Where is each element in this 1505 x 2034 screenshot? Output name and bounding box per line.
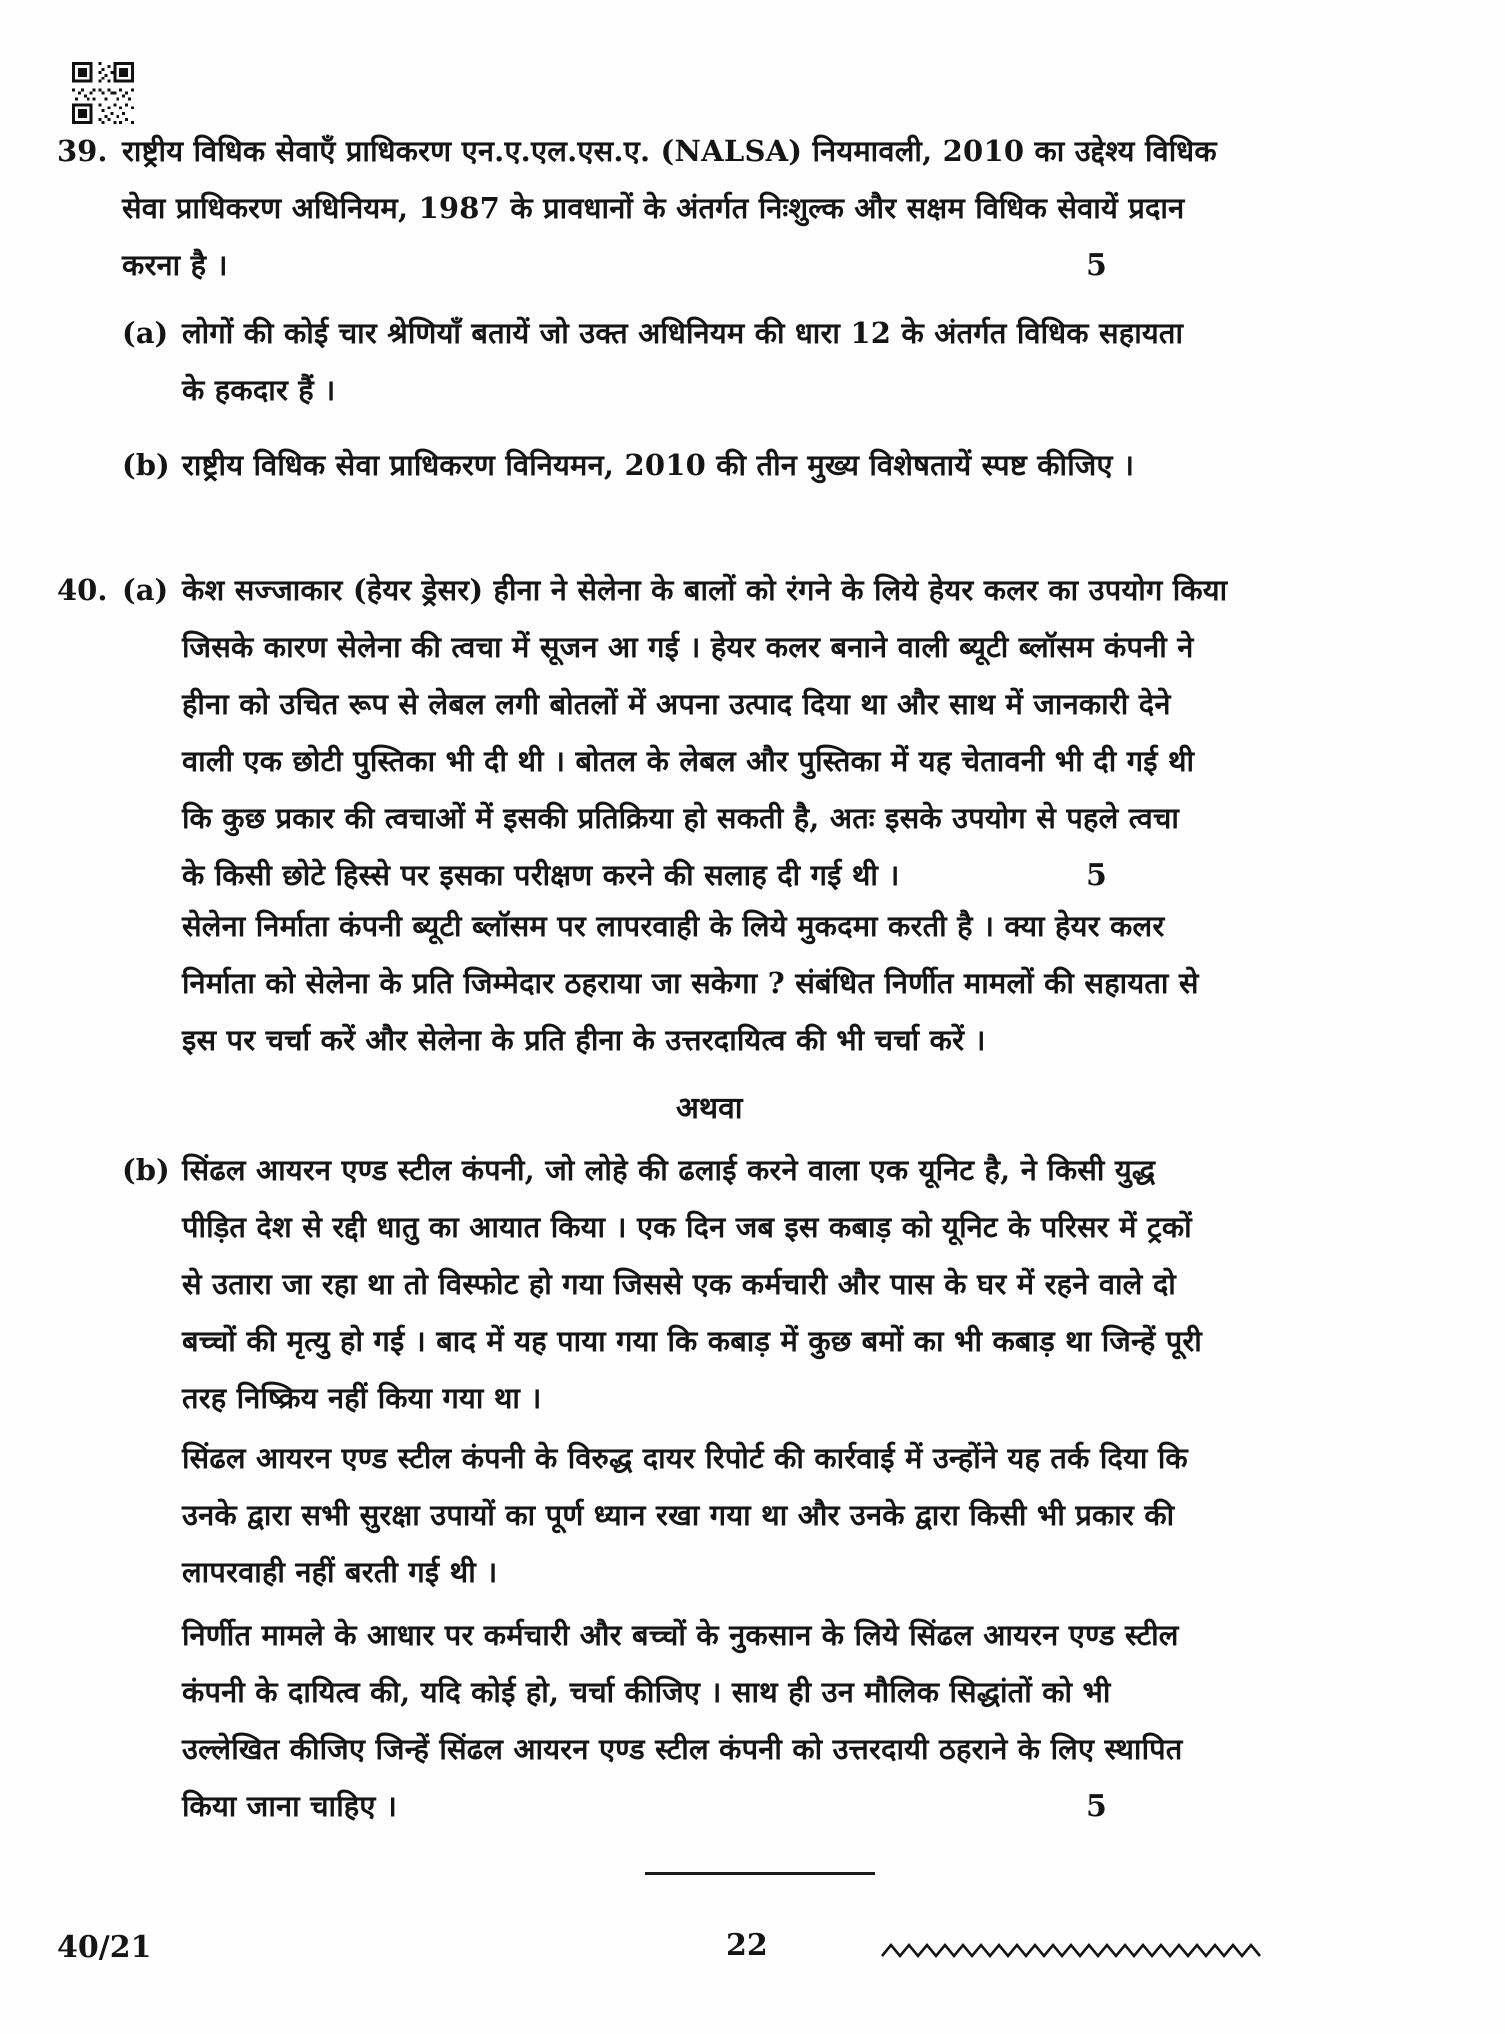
text-line: के हकदार हैं । [182, 373, 336, 407]
text-line: तरह निष्क्रिय नहीं किया गया था । [182, 1381, 542, 1415]
end-of-paper-rule [645, 1872, 875, 1875]
paper-code: 40/21 [57, 1930, 152, 1965]
question-40b-paragraph-2 [182, 1430, 1188, 1601]
text-line: लोगों की कोई चार श्रेणियाँ बतायें जो उक्त अधिनियम की धारा 12 के अंतर्गत विधिक सहायता [182, 316, 1184, 350]
text-line: सिंढल आयरन एण्ड स्टील कंपनी, जो लोहे की ढलाई करने वाला एक यूनिट है, ने किसी युद्ध [182, 1153, 1156, 1187]
text-line: सेवा प्राधिकरण अधिनियम, 1987 के प्रावधानों के अंतर्गत निःशुल्क और सक्षम विधिक सेवायें प्रदान [122, 191, 1185, 225]
text-line: सिंढल आयरन एण्ड स्टील कंपनी के विरुद्ध दायर रिपोर्ट की कार्रवाई में उन्होंने यह तर्क दिया कि [182, 1441, 1188, 1475]
question-40a-paragraph-1 [182, 562, 1228, 904]
page-number: 22 [726, 1928, 768, 1963]
text-line: निर्माता को सेलेना के प्रति जिम्मेदार ठहराया जा सकेगा ? संबंधित निर्णीत मामलों की सहायता से [182, 966, 1199, 1000]
text-line: सेलेना निर्माता कंपनी ब्यूटी ब्लॉसम पर लापरवाही के लिये मुकदमा करती है । क्या हेयर कलर [182, 909, 1165, 943]
text-line: पीड़ित देश से रद्दी धातु का आयात किया । एक दिन जब इस कबाड़ को यूनिट के परिसर में ट्रकों [182, 1210, 1192, 1244]
question-40a-paragraph-2 [182, 898, 1199, 1069]
text-line: से उतारा जा रहा था तो विस्फोट हो गया जिससे एक कर्मचारी और पास के घर में रहने वाले दो [182, 1267, 1176, 1301]
question-40b-paragraph-3 [182, 1607, 1183, 1835]
text-line: करना है । [122, 248, 228, 282]
text-line: के किसी छोटे हिस्से पर इसका परीक्षण करने की सलाह दी गई थी । [182, 858, 900, 892]
text-line: उनके द्वारा सभी सुरक्षा उपायों का पूर्ण ध्यान रखा गया था और उनके द्वारा किसी भी प्रकार की [182, 1498, 1175, 1532]
text-line: केश सज्जाकार (हेयर ड्रेसर) हीना ने सेलेना के बालों को रंगने के लिये हेयर कलर का उपयोग किया [182, 573, 1228, 607]
question-40b-paragraph-1 [182, 1142, 1202, 1427]
text-line: किया जाना चाहिए । [182, 1789, 398, 1823]
text-line: उल्लेखित कीजिए जिन्हें सिंढल आयरन एण्ड स्टील कंपनी को उत्तरदायी ठहराने के लिए स्थापित [182, 1732, 1183, 1766]
question-40a-marks: 5 [1086, 858, 1107, 893]
text-line: इस पर चर्चा करें और सेलेना के प्रति हीना के उत्तरदायित्व की भी चर्चा करें । [182, 1023, 986, 1057]
or-divider: अथवा [676, 1091, 743, 1126]
question-40a-label: (a) [122, 573, 169, 607]
question-40b-marks: 5 [1086, 1789, 1107, 1824]
text-line: बच्चों की मृत्यु हो गई । बाद में यह पाया गया कि कबाड़ में कुछ बमों का भी कबाड़ था जिन्हें पूरी [182, 1324, 1202, 1358]
text-line: जिसके कारण सेलेना की त्वचा में सूजन आ गई । हेयर कलर बनाने वाली ब्यूटी ब्लॉसम कंपनी ने [182, 630, 1194, 664]
zigzag-end-line-icon [880, 1942, 1262, 1960]
text-line: निर्णीत मामले के आधार पर कर्मचारी और बच्चों के नुकसान के लिये सिंढल आयरन एण्ड स्टील [182, 1618, 1179, 1652]
text-line: राष्ट्रीय विधिक सेवा प्राधिकरण विनियमन, 2010 की तीन मुख्य विशेषतायें स्पष्ट कीजिए । [182, 448, 1135, 482]
question-39a-text [182, 305, 1184, 419]
question-39-intro-text [122, 123, 1217, 294]
text-line: लापरवाही नहीं बरती गई थी । [182, 1555, 498, 1589]
text-line: हीना को उचित रूप से लेबल लगी बोतलों में अपना उत्पाद दिया था और साथ में जानकारी देने [182, 687, 1171, 721]
question-39a-label: (a) [122, 316, 169, 350]
text-line: वाली एक छोटी पुस्तिका भी दी थी । बोतल के लेबल और पुस्तिका में यह चेतावनी भी दी गई थी [182, 744, 1195, 778]
text-line: कंपनी के दायित्व की, यदि कोई हो, चर्चा कीजिए । साथ ही उन मौलिक सिद्धांतों को भी [182, 1675, 1111, 1709]
question-39b-text [182, 437, 1135, 494]
question-40b-label: (b) [122, 1153, 170, 1187]
question-40-number: 40. [57, 573, 108, 607]
text-line: कि कुछ प्रकार की त्वचाओं में इसकी प्रतिक्रिया हो सकती है, अतः इसके उपयोग से पहले त्वचा [182, 801, 1180, 835]
question-39b-label: (b) [122, 448, 170, 482]
qr-code-icon [72, 62, 134, 124]
question-39-number: 39. [57, 134, 108, 168]
text-line: राष्ट्रीय विधिक सेवाएँ प्राधिकरण एन.ए.एल.एस.ए. (NALSA) नियमावली, 2010 का उद्देश्य विधिक [122, 134, 1217, 168]
question-39-marks: 5 [1086, 248, 1107, 283]
